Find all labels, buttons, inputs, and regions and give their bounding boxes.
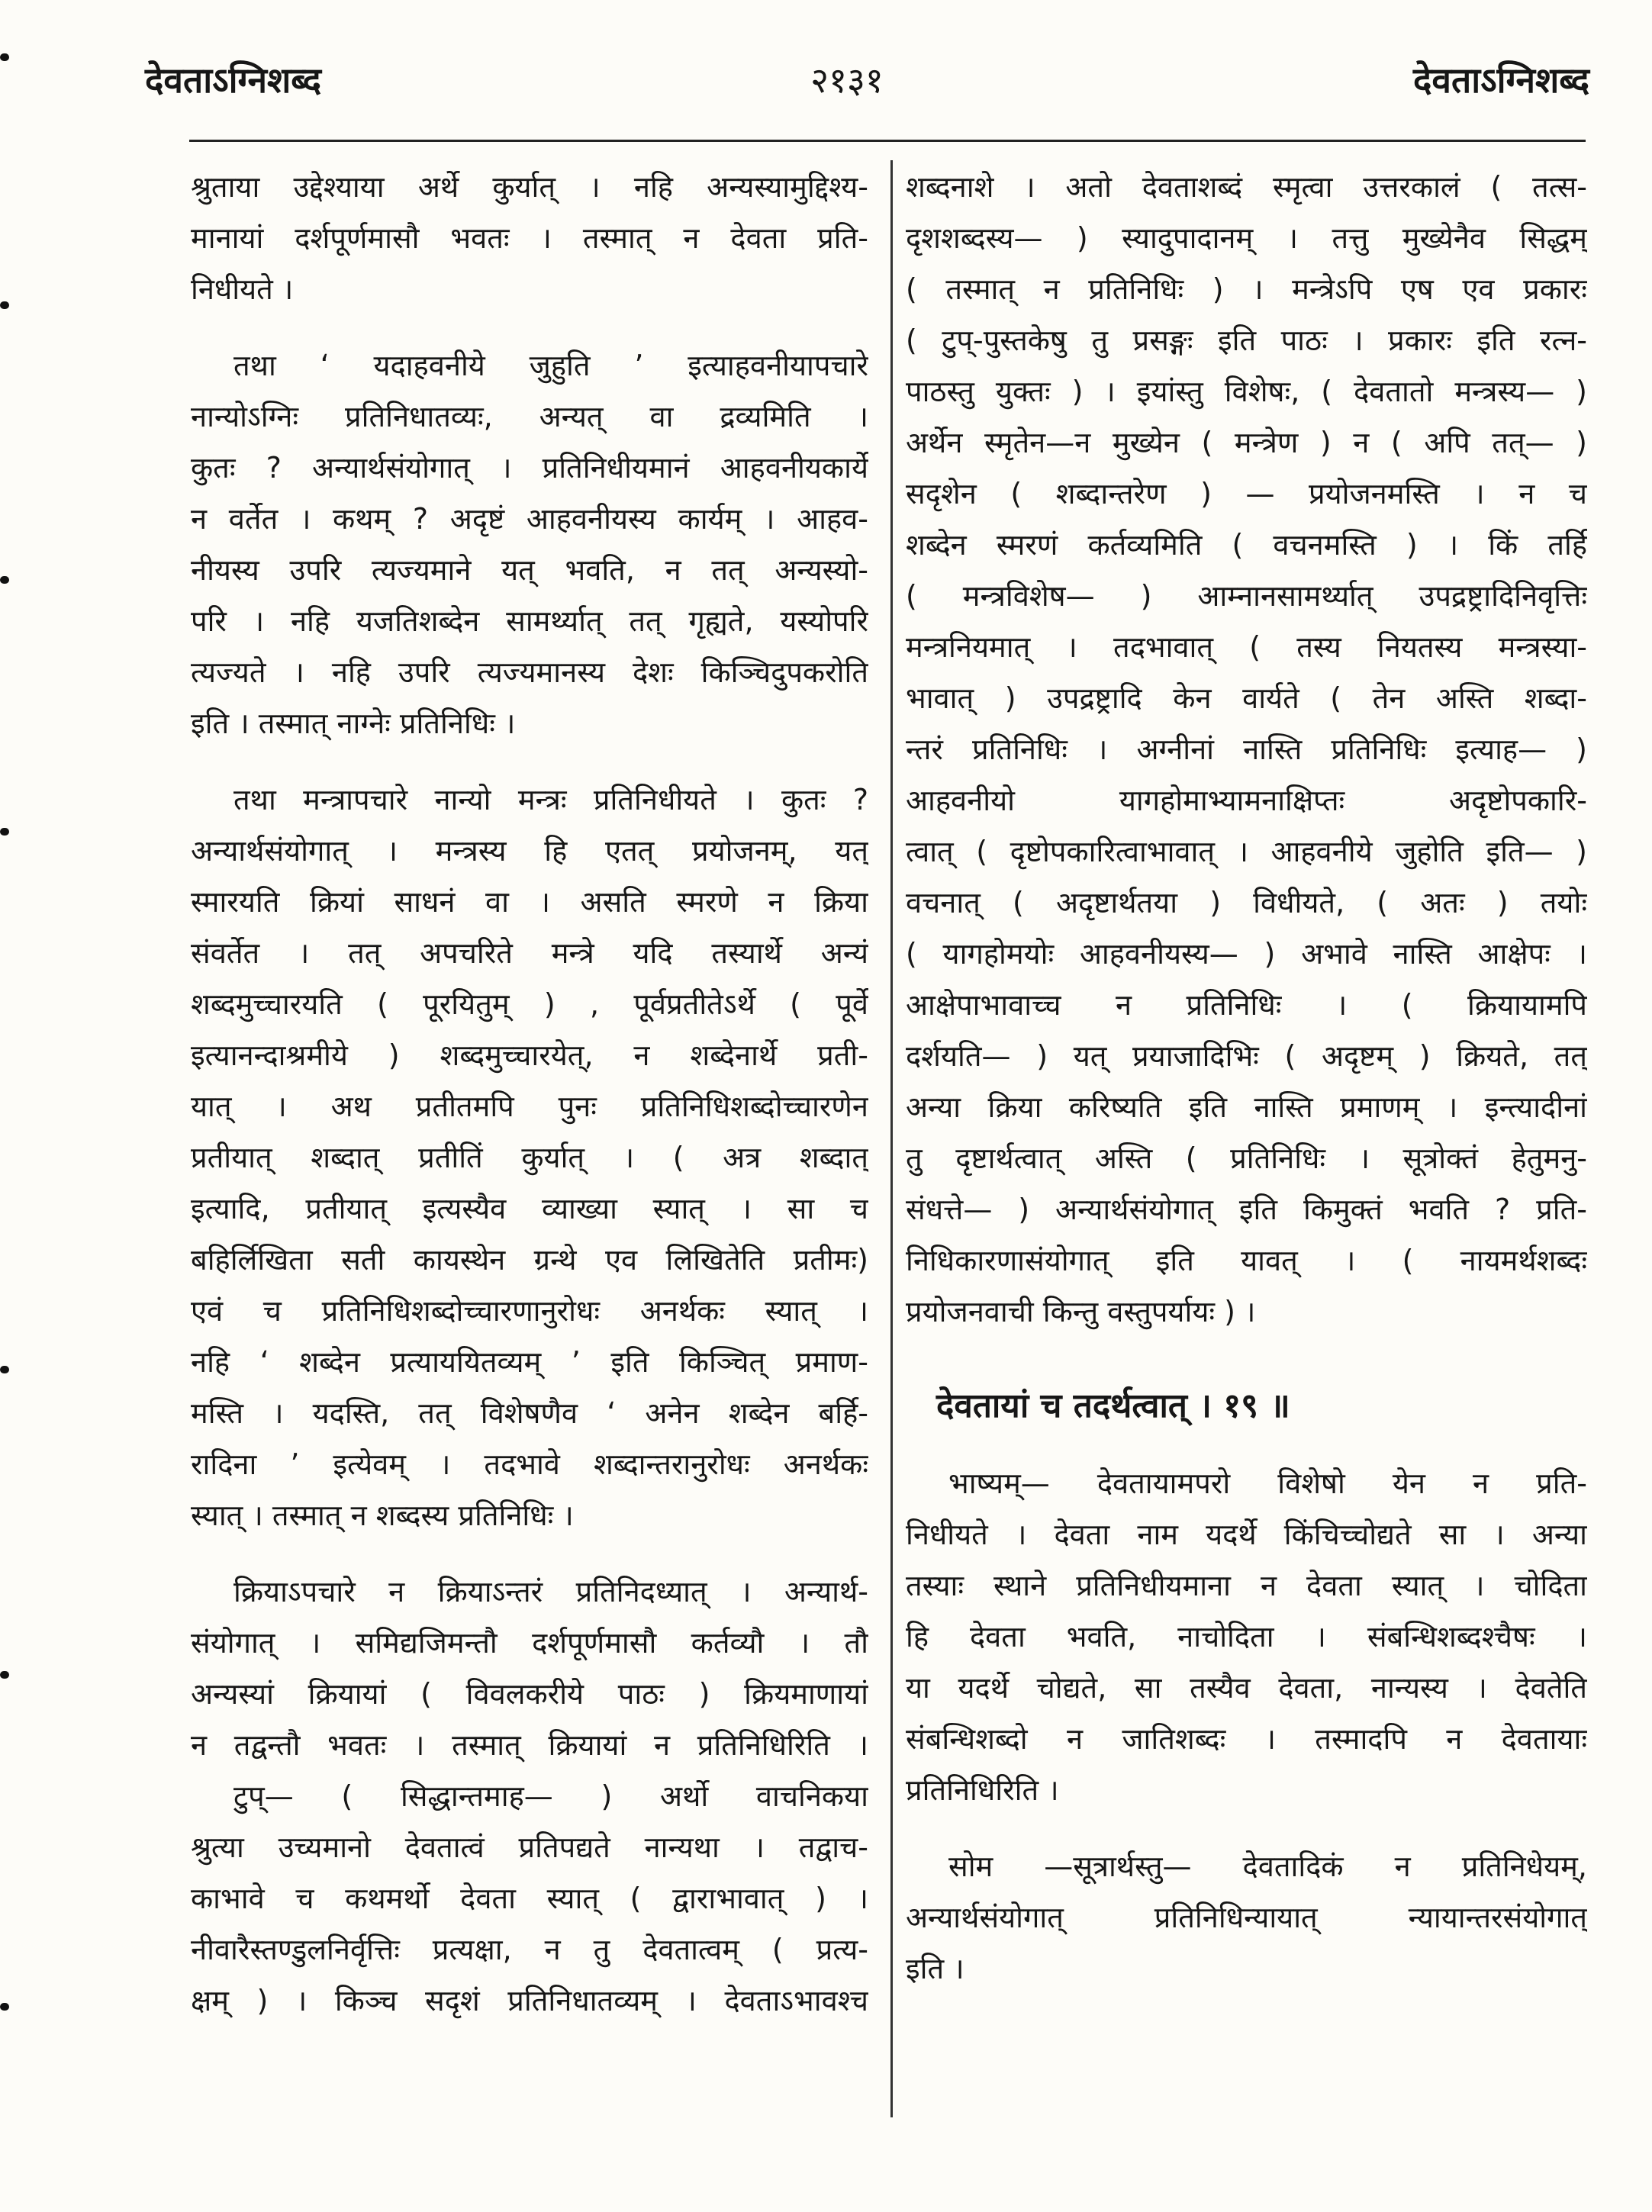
binding-mark (0, 828, 9, 836)
text-line: मन्त्रनियमात् । तदभावात् ( तस्य नियतस्य मन्त्रस्या- (906, 630, 1587, 664)
text-line: निधिकारणासंयोगात् इति यावत् । ( नायमर्थशब्दः (906, 1244, 1587, 1277)
text-line: आक्षेपाभावाच्च न प्रतिनिधिः । ( क्रियायामपि (906, 988, 1587, 1022)
text-line: संवर्तेत । तत् अपचरिते मन्त्रे यदि तस्यार्थे अन्यं (191, 936, 868, 970)
page-number: २१३१ (810, 60, 884, 101)
text-line: इति । तस्मात् नाग्नेः प्रतिनिधिः । (191, 707, 516, 740)
text-line: भाष्यम्— देवतायामपरो विशेषो येन न प्रति- (948, 1467, 1587, 1500)
paragraph-gap (191, 1541, 868, 1566)
text-line: तथा मन्त्रापचारे नान्यो मन्त्रः प्रतिनिधीयते । कुतः ? (233, 783, 868, 816)
text-line: त्यज्यते । नहि उपरि त्यज्यमानस्य देशः किञ्चिदुपकरोति (191, 655, 868, 689)
text-line: नीयस्य उपरि त्यज्यमाने यत् भवति, न तत् अन्यस्यो- (191, 553, 868, 587)
right-column (906, 162, 1587, 1995)
text-line: काभावे च कथमर्थो देवता स्यात् ( द्वाराभावात् ) । (191, 1882, 868, 1915)
text-line: अर्थेन स्मृतेन—न मुख्येन ( मन्त्रेण ) न ( अपि तत्— ) (906, 426, 1587, 459)
paragraph-gap (906, 1816, 1587, 1841)
text-line: नान्योऽग्निः प्रतिनिधातव्यः, अन्यत् वा द्रव्यमिति । (191, 400, 868, 433)
text-line: ( मन्त्रविशेष— ) आम्नानसामर्थ्यात् उपद्रष्ट्रादिनिवृत्तिः (906, 579, 1587, 613)
text-line: मस्ति । यदस्ति, तत् विशेषणैव ‘ अनेन शब्देन बर्हि- (191, 1396, 868, 1430)
binding-mark (0, 53, 9, 61)
text-line: इति । (906, 1952, 964, 1985)
text-line: रादिना ’ इत्येवम् । तदभावे शब्दान्तरानुरोधः अनर्थकः (191, 1447, 868, 1481)
text-line: ( यागहोमयोः आहवनीयस्य— ) अभावे नास्ति आक्षेपः । (906, 937, 1587, 971)
text-line: टुप्— ( सिद्धान्तमाह— ) अर्थो वाचनिकया (233, 1779, 868, 1813)
text-line: नीवारैस्तण्डुलनिर्वृत्तिः प्रत्यक्षा, न तु देवतात्वम् ( प्रत्य- (191, 1933, 868, 1966)
text-line: ( टुप्-पुस्तकेषु तु प्रसङ्गः इति पाठः । प्रकारः इति रत्न- (906, 324, 1587, 357)
text-line: न वर्तेत । कथम् ? अदृष्टं आहवनीयस्य कार्यम् । आहव- (191, 502, 868, 536)
paragraph-gap (191, 315, 868, 340)
text-line: यात् । अथ प्रतीतमपि पुनः प्रतिनिधिशब्दोच्चारणेन (191, 1090, 868, 1123)
text-line: एवं च प्रतिनिधिशब्दोच्चारणानुरोधः अनर्थकः स्यात् । (191, 1294, 868, 1328)
text-line: इत्यादि, प्रतीयात् इत्यस्यैव व्याख्या स्यात् । सा च (191, 1192, 868, 1225)
paragraph-gap (906, 1433, 1587, 1458)
text-line: क्षम् ) । किञ्च सदृशं प्रतिनिधातव्यम् । देवताऽभावश्च (191, 1984, 868, 2017)
text-line: पाठस्तु युक्तः ) । इयांस्तु विशेषः, ( देवतातो मन्त्रस्य— ) (906, 375, 1587, 408)
text-line: मानायां दर्शपूर्णमासौ भवतः । तस्मात् न देवता प्रति- (191, 221, 868, 255)
text-line: तथा ‘ यदाहवनीये जुहुति ’ इत्याहवनीयापचारे (233, 349, 868, 382)
binding-mark (0, 301, 9, 309)
paragraph-gap (191, 749, 868, 774)
text-line: क्रियाऽपचारे न क्रियाऽन्तरं प्रतिनिदध्यात् । अन्यार्थ- (233, 1575, 868, 1608)
text-line: ( तस्मात् न प्रतिनिधिः ) । मन्त्रेऽपि एष एव प्रकारः (906, 272, 1587, 306)
text-line: दृशशब्दस्य— ) स्यादुपादानम् । तत्तु मुख्येनैव सिद्धम् (906, 221, 1587, 255)
text-line: संधत्ते— ) अन्यार्थसंयोगात् इति किमुक्तं भवति ? प्रति- (906, 1193, 1587, 1226)
text-line: आहवनीयो यागहोमाभ्यामनाक्षिप्तः अदृष्टोपकारि- (906, 784, 1587, 817)
text-line: परि । नहि यजतिशब्देन सामर्थ्यात् तत् गृह्यते, यस्योपरि (191, 604, 868, 638)
text-line: प्रतीयात् शब्दात् प्रतीतिं कुर्यात् । ( अत्र शब्दात् (191, 1141, 868, 1174)
column-separator (890, 160, 893, 2117)
text-line: निधीयते । देवता नाम यदर्थे किंचिच्चोद्यते सा । अन्या (906, 1518, 1587, 1551)
text-line: इत्यानन्दाश्रमीये ) शब्दमुच्चारयेत्, न शब्देनार्थे प्रती- (191, 1038, 868, 1072)
text-line: निधीयते । (191, 272, 294, 306)
text-line: श्रुत्या उच्यमानो देवतात्वं प्रतिपद्यते नान्यथा । तद्वाच- (191, 1830, 868, 1864)
text-line: स्मारयति क्रियां साधनं वा । असति स्मरणे न क्रिया (191, 885, 868, 919)
text-line: प्रयोजनवाची किन्तु वस्तुपर्यायः ) । (906, 1295, 1256, 1328)
text-line: तु दृष्टार्थत्वात् अस्ति ( प्रतिनिधिः । सूत्रोक्तं हेतुमनु- (906, 1141, 1587, 1175)
text-line: शब्देन स्मरणं कर्तव्यमिति ( वचनमस्ति ) । किं तर्हि (906, 528, 1587, 562)
text-line: दर्शयति— ) यत् प्रयाजादिभिः ( अदृष्टम् ) क्रियते, तत् (906, 1039, 1587, 1073)
sutra-heading: देवतायां च तदर्थत्वात् । १९ ॥ (936, 1386, 1290, 1425)
text-line: अन्यस्यां क्रियायां ( विवलकरीये पाठः ) क्रियमाणायां (191, 1677, 868, 1711)
text-line: स्यात् । तस्मात् न शब्दस्य प्रतिनिधिः । (191, 1499, 574, 1532)
left-column (191, 162, 868, 2027)
text-line: सदृशेन ( शब्दान्तरेण ) — प्रयोजनमस्ति । न च (906, 477, 1587, 510)
binding-mark (0, 1366, 9, 1373)
binding-mark (0, 1671, 9, 1679)
binding-mark (0, 2003, 9, 2011)
text-line: संयोगात् । समिद्यजिमन्तौ दर्शपूर्णमासौ कर्तव्यौ । तौ (191, 1626, 868, 1660)
text-line: अन्या क्रिया करिष्यति इति नास्ति प्रमाणम् । इन्त्यादीनां (906, 1090, 1587, 1124)
text-line: शब्दनाशे । अतो देवताशब्दं स्मृत्वा उत्तरकालं ( तत्स- (906, 170, 1587, 204)
text-line: न्तरं प्रतिनिधिः । अग्नीनां नास्ति प्रतिनिधिः इत्याह— ) (906, 733, 1587, 766)
text-line: तस्याः स्थाने प्रतिनिधीयमाना न देवता स्यात् । चोदिता (906, 1569, 1587, 1602)
text-line: सोम —सूत्रार्थस्तु— देवतादिकं न प्रतिनिधेयम्, (948, 1850, 1587, 1883)
paragraph-gap (906, 1338, 1587, 1380)
header-right-title: देवताऽग्निशब्द (1412, 60, 1589, 101)
header-left-title: देवताऽग्निशब्द (145, 60, 322, 101)
text-line: वचनात् ( अदृष्टार्थतया ) विधीयते, ( अतः ) तयोः (906, 886, 1587, 919)
header-rule (189, 140, 1586, 142)
text-line: भावात् ) उपद्रष्ट्रादि केन वार्यते ( तेन अस्ति शब्दा- (906, 681, 1587, 715)
text-line: संबन्धिशब्दो न जातिशब्दः । तस्मादपि न देवतायाः (906, 1722, 1587, 1756)
text-line: बहिर्लिखिता सती कायस्थेन ग्रन्थे एव लिखितेति प्रतीमः) (191, 1243, 868, 1277)
text-line: त्वात् ( दृष्टोपकारित्वाभावात् । आहवनीये जुहोति इति— ) (906, 835, 1587, 868)
text-line: शब्दमुच्चारयति ( पूरयितुम् ) , पूर्वप्रतीतेऽर्थे ( पूर्वे (191, 987, 868, 1021)
text-line: कुतः ? अन्यार्थसंयोगात् । प्रतिनिधीयमानं आहवनीयकार्ये (191, 451, 868, 485)
text-line: हि देवता भवति, नाचोदिता । संबन्धिशब्दश्चैषः । (906, 1620, 1587, 1653)
text-line: नहि ‘ शब्देन प्रत्याययितव्यम् ’ इति किञ्चित् प्रमाण- (191, 1345, 868, 1379)
text-line: अन्यार्थसंयोगात् प्रतिनिधिन्यायात् न्यायान्तरसंयोगात् (906, 1901, 1587, 1934)
text-line: न तद्वन्तौ भवतः । तस्मात् क्रियायां न प्रतिनिधिरिति । (191, 1728, 868, 1762)
text-line: अन्यार्थसंयोगात् । मन्त्रस्य हि एतत् प्रयोजनम्, यत् (191, 834, 868, 868)
text-line: या यदर्थे चोद्यते, सा तस्यैव देवता, नान्यस्य । देवतेति (906, 1671, 1587, 1705)
text-line: श्रुताया उद्देश्याया अर्थे कुर्यात् । नहि अन्यस्यामुद्दिश्य- (191, 170, 868, 204)
binding-mark (0, 576, 9, 584)
text-line: प्रतिनिधिरिति । (906, 1773, 1059, 1807)
